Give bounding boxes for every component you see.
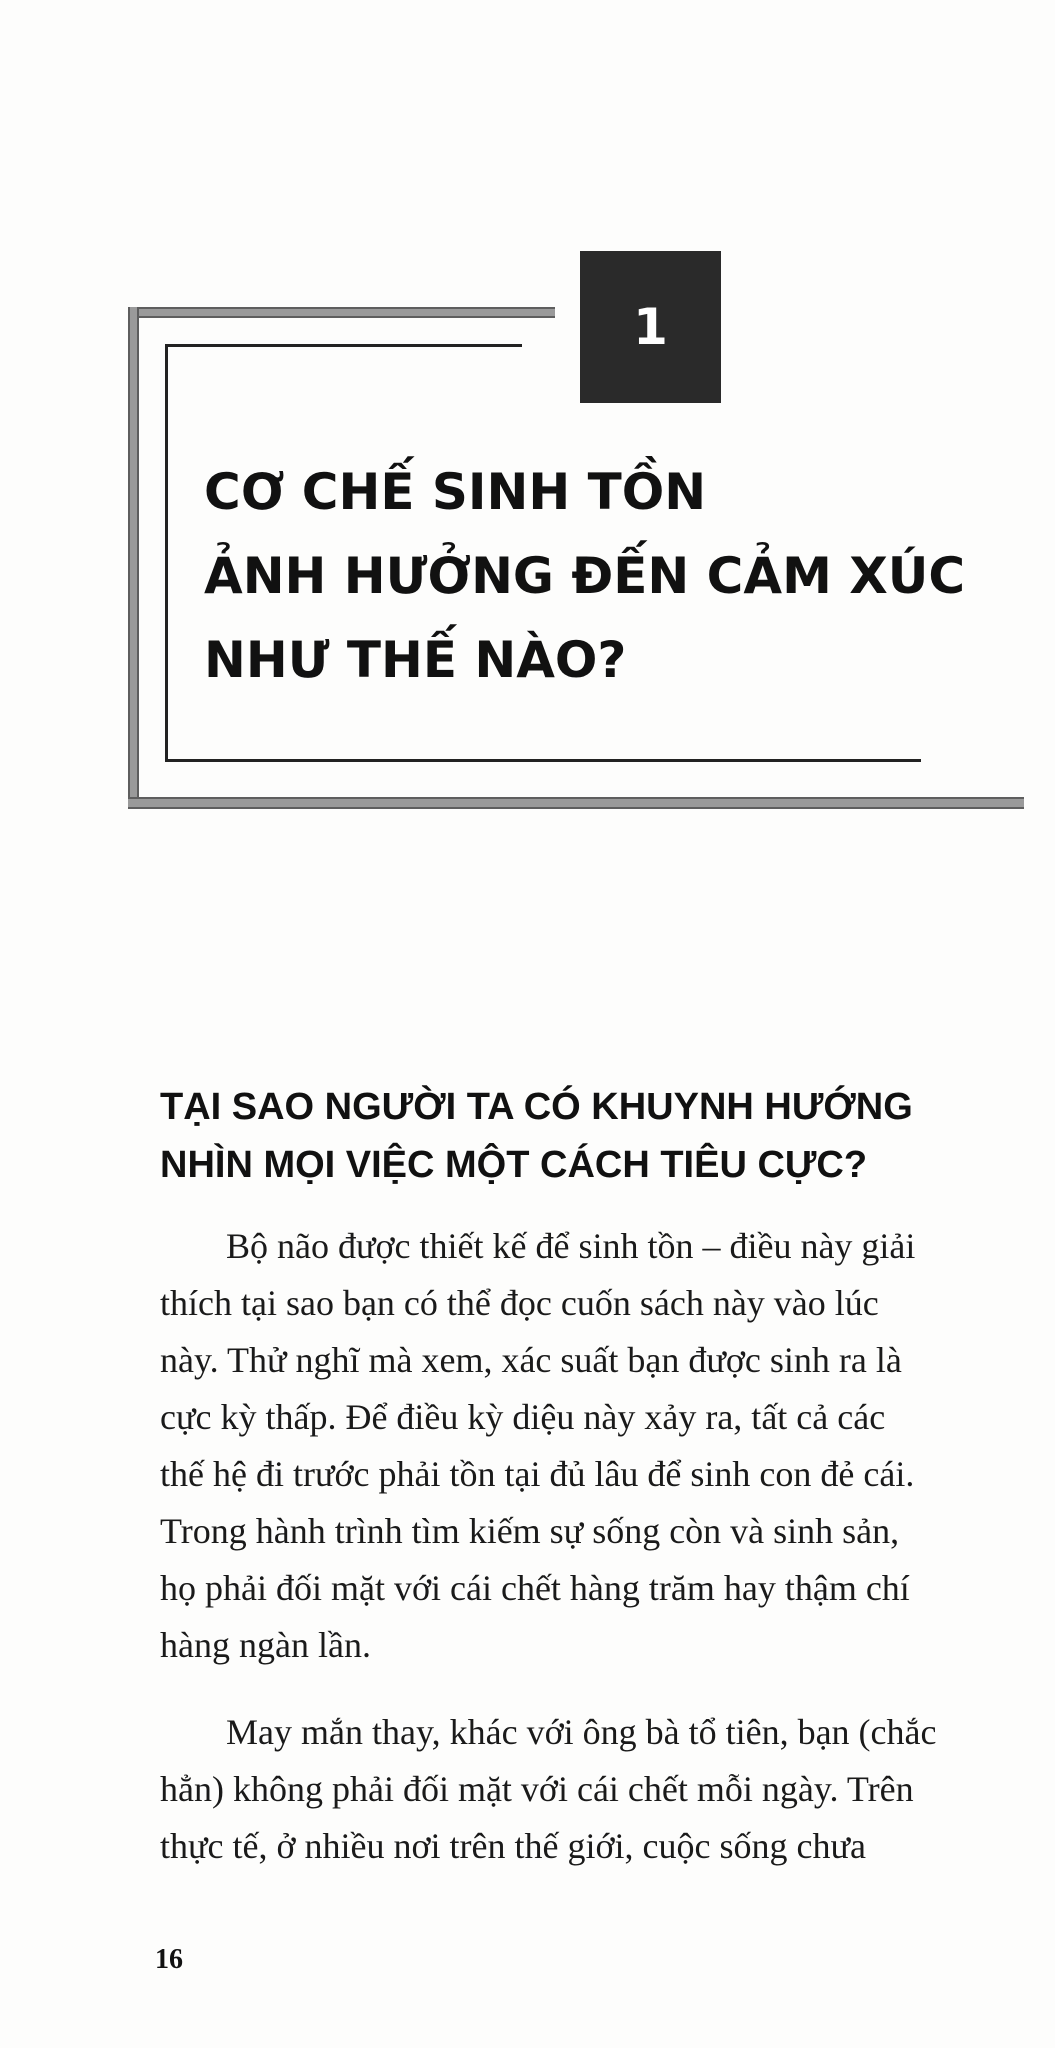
chapter-title-line: CƠ CHẾ SINH TỒN: [204, 463, 707, 521]
frame-inner-bottom: [165, 759, 921, 762]
section-heading-line: NHÌN MỌI VIỆC MỘT CÁCH TIÊU CỰC?: [160, 1144, 868, 1186]
page-number: 16: [155, 1944, 183, 1975]
paragraph-line: này. Thử nghĩ mà xem, xác suất bạn được sinh ra là: [160, 1340, 902, 1380]
paragraph-line: thế hệ đi trước phải tồn tại đủ lâu để sinh con đẻ cái.: [160, 1454, 915, 1494]
paragraph-line: hàng ngàn lần.: [160, 1625, 371, 1665]
frame-outer-top: [128, 307, 555, 318]
paragraph-line: cực kỳ thấp. Để điều kỳ diệu này xảy ra, tất cả các: [160, 1397, 886, 1437]
body-paragraph: [160, 1704, 1000, 1875]
paragraph-line: May mắn thay, khác với ông bà tổ tiên, bạn (chắc: [226, 1712, 937, 1752]
chapter-number: 1: [633, 298, 668, 356]
section-heading: [160, 1078, 1000, 1194]
paragraph-line: Bộ não được thiết kế để sinh tồn – điều này giải: [226, 1226, 916, 1266]
frame-outer-bottom: [128, 797, 1024, 809]
frame-inner-top: [165, 344, 522, 347]
chapter-number-box: [580, 251, 721, 403]
chapter-title-line: NHƯ THẾ NÀO?: [204, 631, 627, 689]
paragraph-line: thực tế, ở nhiều nơi trên thế giới, cuộc sống chưa: [160, 1826, 866, 1866]
frame-inner-left: [165, 344, 168, 762]
chapter-title-line: ẢNH HƯỞNG ĐẾN CẢM XÚC: [204, 547, 966, 605]
body-paragraph: [160, 1218, 1000, 1674]
paragraph-line: hẳn) không phải đối mặt với cái chết mỗi ngày. Trên: [160, 1769, 914, 1809]
section-heading-line: TẠI SAO NGƯỜI TA CÓ KHUYNH HƯỚNG: [160, 1086, 913, 1128]
paragraph-line: thích tại sao bạn có thể đọc cuốn sách này vào lúc: [160, 1283, 879, 1323]
paragraph-line: Trong hành trình tìm kiếm sự sống còn và sinh sản,: [160, 1511, 900, 1551]
paragraph-line: họ phải đối mặt với cái chết hàng trăm hay thậm chí: [160, 1568, 910, 1608]
chapter-title: [204, 450, 1004, 702]
frame-outer-left: [128, 307, 139, 807]
